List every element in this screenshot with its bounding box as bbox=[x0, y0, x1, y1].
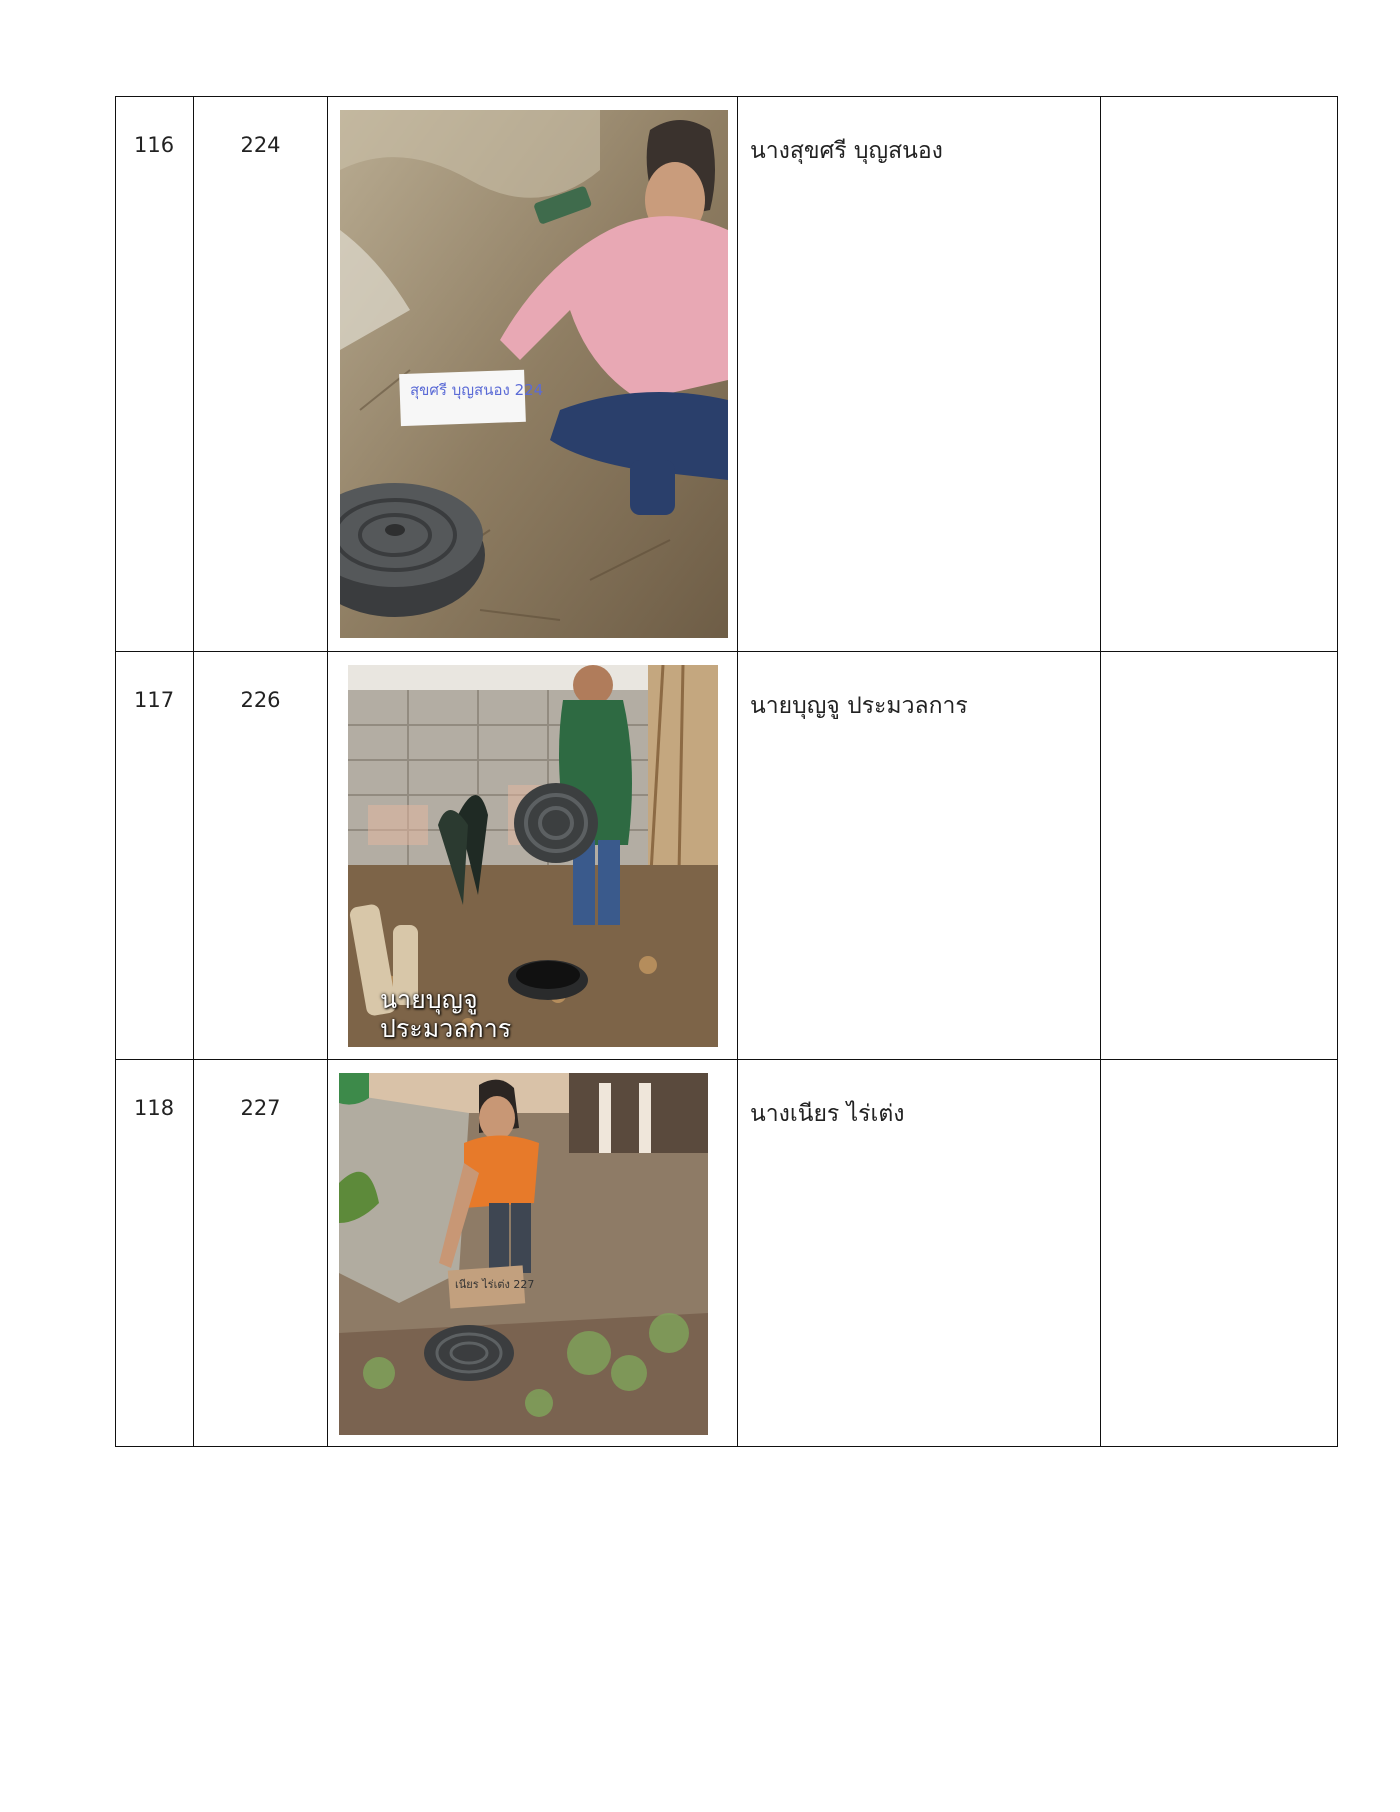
photo-cell bbox=[328, 1060, 738, 1447]
seq-cell bbox=[116, 97, 194, 652]
row-sequence-number: 116 bbox=[134, 133, 175, 157]
name-cell bbox=[738, 1060, 1101, 1447]
remark-cell bbox=[1101, 1060, 1338, 1447]
household-code: 224 bbox=[240, 133, 281, 157]
name-cell bbox=[738, 97, 1101, 652]
photo-woman-crouching-with-compost-bin-lid bbox=[340, 110, 728, 638]
photo-cell bbox=[328, 97, 738, 652]
photo-woman-bending-over-compost-bin bbox=[339, 1073, 708, 1435]
name-cell bbox=[738, 652, 1101, 1060]
code-cell bbox=[194, 1060, 328, 1447]
remark-cell bbox=[1101, 652, 1338, 1060]
seq-cell bbox=[116, 1060, 194, 1447]
code-cell bbox=[194, 652, 328, 1060]
records-table bbox=[115, 96, 1338, 1447]
row-sequence-number: 118 bbox=[134, 1096, 175, 1120]
seq-cell bbox=[116, 652, 194, 1060]
table-row bbox=[116, 1060, 1338, 1447]
household-code: 226 bbox=[240, 688, 281, 712]
photo-person-holding-compost-bin-lid bbox=[348, 665, 718, 1047]
photo-cell bbox=[328, 652, 738, 1060]
household-code: 227 bbox=[240, 1096, 281, 1120]
participant-name: นางเนียร ไร่เต่ง bbox=[750, 1101, 905, 1127]
remark-cell bbox=[1101, 97, 1338, 652]
photo-caption: นายบุญจู ประมวลการ bbox=[380, 985, 512, 1043]
table-row bbox=[116, 652, 1338, 1060]
code-cell bbox=[194, 97, 328, 652]
sign-text: สุขศรี บุญสนอง 224 bbox=[410, 381, 544, 399]
participant-name: นายบุญจู ประมวลการ bbox=[750, 693, 968, 719]
participant-name: นางสุขศรี บุญสนอง bbox=[750, 138, 943, 164]
row-sequence-number: 117 bbox=[134, 688, 175, 712]
sign-text: เนียร ไร่เต่ง 227 bbox=[455, 1278, 535, 1291]
table-row bbox=[116, 97, 1338, 652]
